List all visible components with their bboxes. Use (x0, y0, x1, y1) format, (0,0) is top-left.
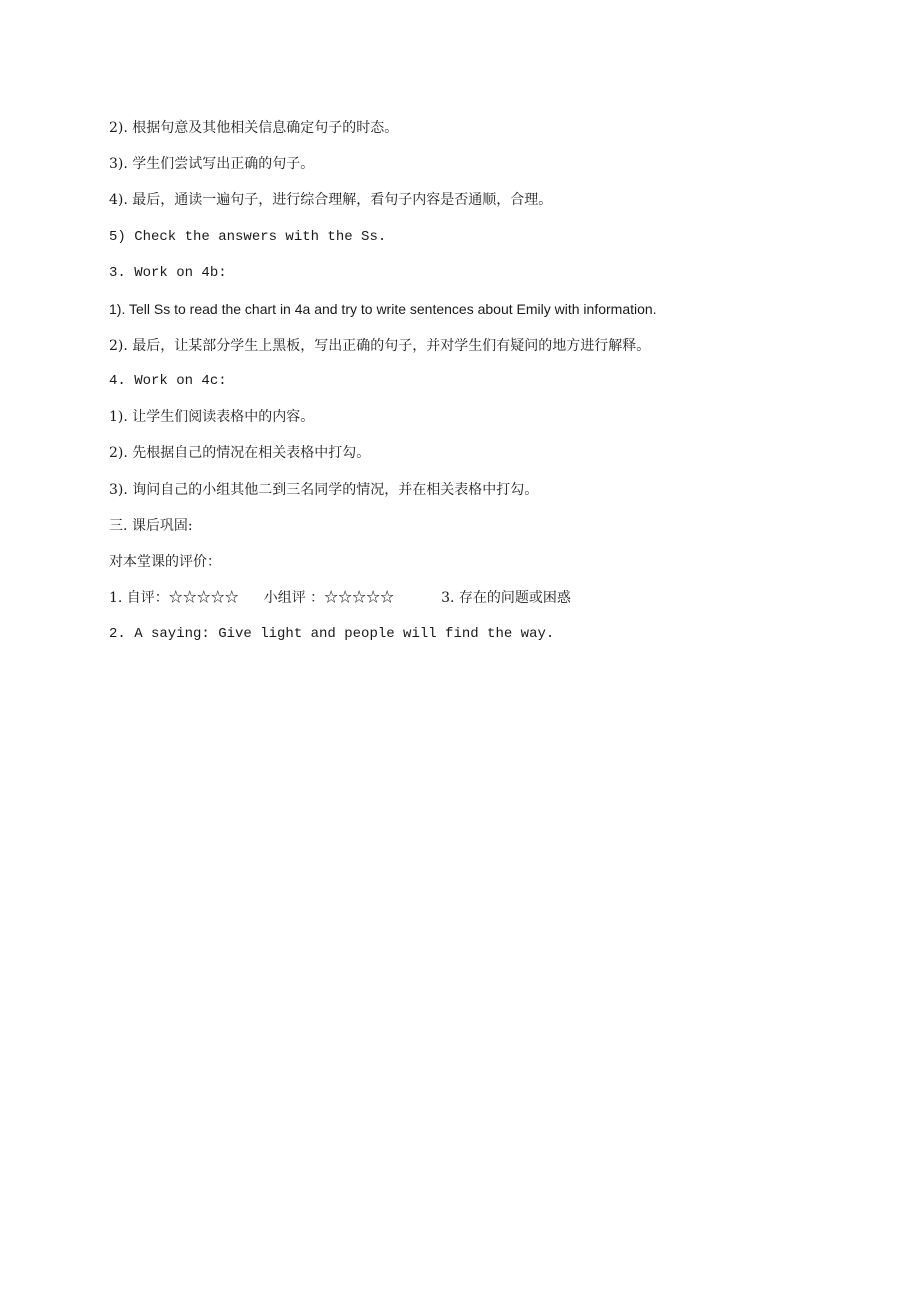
step-2-tick: 2). 先根据自己的情况在相关表格中打勾。 (109, 445, 371, 461)
section-work-4b: 3. Work on 4b: (109, 265, 227, 281)
step-2-blackboard: 2). 最后，让某部分学生上黑板，写出正确的句子，并对学生们有疑问的地方进行解释。 (109, 338, 651, 354)
saying: 2. A saying: Give light and people will find the way. (109, 626, 555, 642)
step-1-read-table: 1). 让学生们阅读表格中的内容。 (109, 409, 315, 425)
step-5-check: 5) Check the answers with the Ss. (109, 229, 387, 245)
evaluation-row (109, 587, 571, 609)
step-3-write: 3). 学生们尝试写出正确的句子。 (109, 156, 315, 172)
section-consolidation: 三. 课后巩固: (109, 518, 193, 534)
step-2-tense: 2). 根据句意及其他相关信息确定句子的时态。 (109, 120, 399, 136)
problems-label: 3. 存在的问题或困惑 (441, 590, 571, 606)
step-3-ask-group: 3). 询问自己的小组其他二到三名同学的情况，并在相关表格中打勾。 (109, 482, 539, 498)
group-evaluation: 小组评 ：☆☆☆☆☆ (263, 590, 395, 606)
self-evaluation: 1. 自评：☆☆☆☆☆ (109, 590, 239, 606)
step-4-read-through: 4). 最后，通读一遍句子，进行综合理解，看句子内容是否通顺，合理。 (109, 192, 553, 208)
evaluation-heading: 对本堂课的评价： (109, 554, 221, 570)
section-work-4c: 4. Work on 4c: (109, 373, 227, 389)
step-1-read-chart: 1). Tell Ss to read the chart in 4a and try to write sentences about Emily with information. (109, 301, 657, 317)
